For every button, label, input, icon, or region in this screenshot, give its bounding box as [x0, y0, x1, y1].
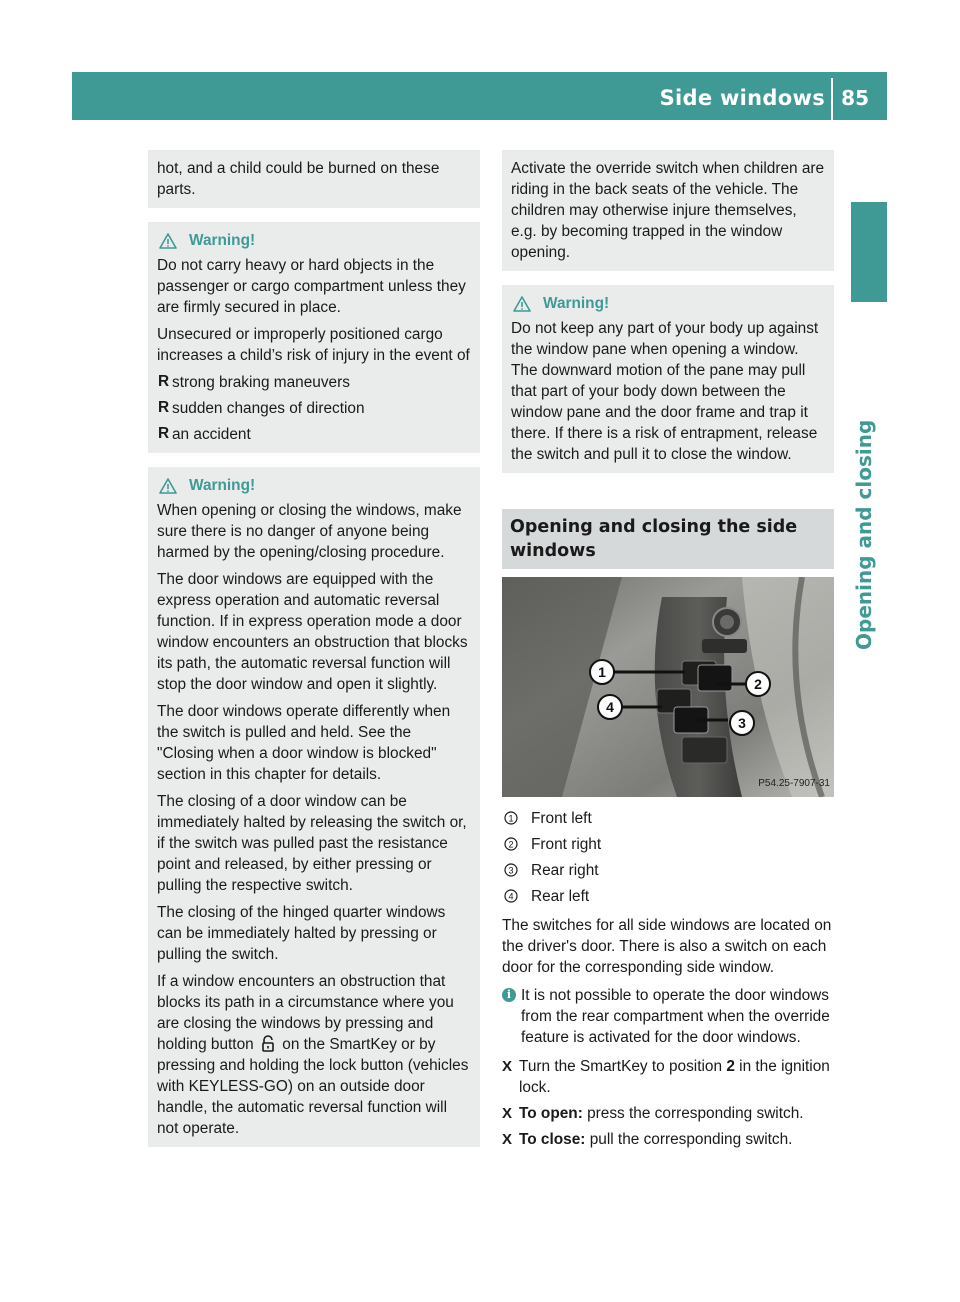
warning-triangle-icon [159, 233, 177, 249]
override-box [502, 150, 834, 271]
step-arrow-icon: X [502, 1058, 513, 1075]
bullet-text: an accident [172, 426, 251, 443]
info-icon: i [502, 988, 516, 1002]
unlock-icon [261, 1035, 275, 1052]
svg-text:2: 2 [508, 839, 514, 850]
number-badge-icon [504, 889, 518, 903]
callout-label: 2 [754, 676, 762, 692]
warning-heading-label: Warning! [543, 295, 610, 312]
number-badge-icon [504, 811, 518, 825]
override-text: Activate the override switch when children are riding in the back seats of the vehicle. The children may otherwise injure themselves, e.g. by becoming trapped in the window opening. [511, 160, 825, 261]
list-item [502, 831, 834, 857]
intro-text: hot, and a child could be burned on these parts. [157, 160, 440, 198]
bullet-symbol: R [158, 425, 170, 442]
warning-heading [511, 293, 826, 314]
chapter-label: Opening and closing [852, 419, 876, 650]
warning-paragraph: Do not keep any part of your body up against the window pane when opening a window. The downward motion of the pane may pull that part of your body down between the window pane and the door frame and trap it there. If there is a risk of entrapment, release the switch and pull it to close the window. [511, 320, 819, 463]
text-fragment: on the SmartKey or by pressing and holding the lock button (vehicles with KEYLESS-GO) on an outside door handle, the automatic reversal function will not operate. [157, 1036, 469, 1137]
list-item [157, 398, 472, 419]
callout-label: 3 [738, 715, 746, 731]
warning-bullet-list [157, 372, 472, 445]
callout-label: 1 [598, 664, 606, 680]
legend-label: Rear left [531, 887, 590, 905]
list-item [502, 883, 834, 909]
bullet-text: strong braking maneuvers [172, 374, 350, 391]
instruction-step [502, 1103, 834, 1124]
right-column [502, 150, 834, 1155]
step-text: Turn the SmartKey to position 2 in the ignition lock. [519, 1058, 830, 1096]
page-number: 85 [841, 86, 869, 110]
number-badge-icon [504, 863, 518, 877]
warning-paragraph: The closing of a door window can be immediately halted by releasing the switch or, if the switch was pulled past the resistance point and released, by either pressing or pulling the respective switch. [157, 793, 467, 894]
list-item [502, 805, 834, 831]
left-column [148, 150, 480, 1161]
chapter-tab [851, 202, 887, 302]
header-bar [72, 72, 887, 120]
warning-box-cargo [148, 222, 480, 453]
svg-text:4: 4 [508, 891, 514, 902]
legend-label: Front left [531, 809, 592, 827]
window-switch-photo [502, 577, 834, 797]
warning-heading-label: Warning! [189, 477, 256, 494]
warning-paragraph: Do not carry heavy or hard objects in the passenger or cargo compartment unless they are firmly secured in place. [157, 257, 466, 316]
step-text: To close: pull the corresponding switch. [519, 1131, 793, 1148]
door-panel-illustration [502, 577, 834, 797]
section-heading: Opening and closing the side windows [502, 509, 834, 569]
bullet-symbol: R [158, 399, 170, 416]
header-divider [831, 78, 833, 120]
warning-paragraph [157, 971, 472, 1139]
section-title: Side windows [659, 86, 825, 110]
step-arrow-icon: X [502, 1131, 513, 1148]
warning-paragraph: The door windows operate differently when the switch is pulled and held. See the "Closing when a door window is blocked" section in this chapter for details. [157, 703, 451, 783]
svg-text:1: 1 [508, 813, 514, 824]
photo-id-label: P54.25-7907-31 [758, 778, 830, 789]
list-item [502, 857, 834, 883]
warning-triangle-icon [159, 478, 177, 494]
warning-paragraph: The door windows are equipped with the express operation and automatic reversal function. If in express operation mode a door window encounters an obstruction that blocks its path, the automatic reversal function will stop the door window and open it slightly. [157, 571, 468, 693]
step-text: To open: press the corresponding switch. [519, 1105, 804, 1122]
instruction-step [502, 1129, 834, 1150]
intro-box [148, 150, 480, 208]
info-text: It is not possible to operate the door windows from the rear compartment when the override feature is activated for the door windows. [521, 987, 830, 1046]
step-arrow-icon: X [502, 1105, 513, 1122]
body-paragraph: The switches for all side windows are located on the driver's door. There is also a switch on each door for the corresponding side window. [502, 917, 832, 976]
bullet-symbol: R [158, 373, 170, 390]
svg-text:3: 3 [508, 865, 514, 876]
callout-legend [502, 805, 834, 909]
warning-paragraph: When opening or closing the windows, make sure there is no danger of anyone being harmed by the opening/closing procedure. [157, 502, 462, 561]
list-item [157, 424, 472, 445]
bullet-text: sudden changes of direction [172, 400, 365, 417]
info-note [502, 985, 834, 1048]
callout-label: 4 [606, 699, 614, 715]
warning-heading-label: Warning! [189, 232, 256, 249]
legend-label: Rear right [531, 861, 599, 879]
instruction-step [502, 1056, 834, 1098]
warning-box-windows [148, 467, 480, 1147]
warning-heading [157, 475, 472, 496]
warning-paragraph: The closing of the hinged quarter windows can be immediately halted by pressing or pulling the switch. [157, 904, 446, 963]
warning-box-pane [502, 285, 834, 473]
text-fragment: If a window encounters an obstruction that blocks its path in a circumstance where you are closing the windows by pressing and holding button [157, 973, 454, 1053]
legend-label: Front right [531, 835, 602, 853]
warning-triangle-icon [513, 296, 531, 312]
list-item [157, 372, 472, 393]
warning-heading [157, 230, 472, 251]
number-badge-icon [504, 837, 518, 851]
warning-paragraph: Unsecured or improperly positioned cargo increases a child’s risk of injury in the event of [157, 326, 470, 364]
